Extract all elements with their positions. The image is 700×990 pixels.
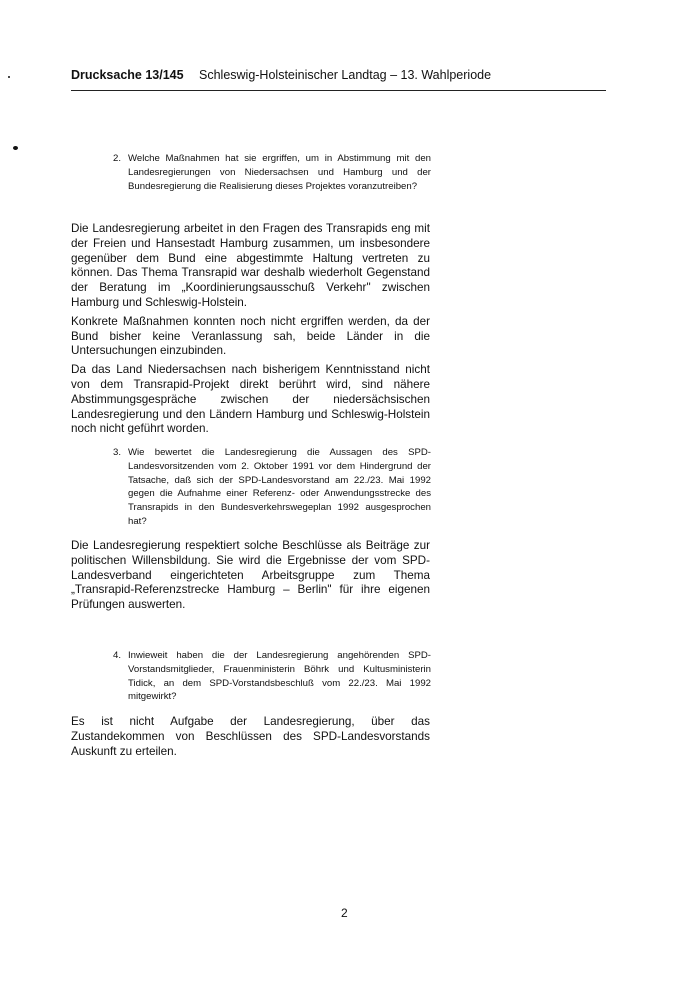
page-header <box>71 68 606 91</box>
question-3 <box>113 446 431 529</box>
answer-2 <box>71 222 430 441</box>
answer-paragraph: Es ist nicht Aufgabe der Landesregierung, über das Zustandekommen von Beschlüssen des SPD-Landesvorstands Auskunft zu erteilen. <box>71 715 430 758</box>
scan-speck <box>13 146 18 150</box>
answer-3 <box>71 539 430 617</box>
question-2 <box>113 152 431 193</box>
scan-speck <box>8 76 10 78</box>
question-text: Wie bewertet die Landesregierung die Aussagen des SPD-Landesvorsitzenden vom 2. Oktober 1991 vor dem Hindergrund der Tatsache, daß sich der SPD-Landesvorstand am 22./23. Mai 1992 gegen die Aufnahme einer Referenz- oder Anwendungsstrecke des Transrapids in den Bundesverkehrswegeplan 1992 ausgesprochen hat? <box>128 447 431 527</box>
answer-paragraph: Die Landesregierung respektiert solche Beschlüsse als Beiträge zur politischen Willensbildung. Sie wird die Ergebnisse der vom SPD-Landesverband eingerichteten Arbeitsgruppe zum Thema „Transrapid-Referenzstrecke Hamburg – Berlin" für ihre eigenen Prüfungen auswerten. <box>71 539 430 612</box>
question-text: Welche Maßnahmen hat sie ergriffen, um in Abstimmung mit den Landesregierungen von Niedersachsen und Hamburg und der Bundesregierung die Realisierung dieses Projektes voranzutreiben? <box>128 153 431 192</box>
question-number: 3. <box>113 447 122 458</box>
answer-paragraph: Die Landesregierung arbeitet in den Fragen des Transrapids eng mit der Freien und Hansestadt Hamburg zusammen, um insbesondere gegenüber dem Bund eine abgestimmte Haltung vertreten zu können. Das Thema Transrapid war deshalb wiederholt Gegenstand der Beratung im „Koordinierungsausschuß Verkehr" zwischen Hamburg und Schleswig-Holstein. <box>71 222 430 309</box>
question-number: 2. <box>113 153 122 164</box>
page-number: 2 <box>341 906 348 920</box>
answer-paragraph: Konkrete Maßnahmen konnten noch nicht ergriffen werden, da der Bund bisher keine Veranlassung sah, beide Länder in die Untersuchungen einzubinden. <box>71 314 430 358</box>
question-number: 4. <box>113 650 122 661</box>
document-number: Drucksache 13/145 <box>71 68 184 82</box>
header-title: Schleswig-Holsteinischer Landtag – 13. Wahlperiode <box>199 68 492 82</box>
answer-paragraph: Da das Land Niedersachsen nach bisherigem Kenntnisstand nicht von dem Transrapid-Projekt direkt berührt wird, sind nähere Abstimmungsgespräche zwischen der niedersächsischen Landesregierung und den Ländern Hamburg und Schleswig-Holstein noch nicht geführt worden. <box>71 363 430 436</box>
answer-4 <box>71 715 430 763</box>
question-text: Inwieweit haben die der Landesregierung angehörenden SPD-Vorstandsmitglieder, Frauenministerin Böhrk und Kultusministerin Tidick, an dem SPD-Vorstandsbeschluß vom 22./23. Mai 1992 mitgewirkt? <box>128 650 431 703</box>
question-4 <box>113 649 431 704</box>
